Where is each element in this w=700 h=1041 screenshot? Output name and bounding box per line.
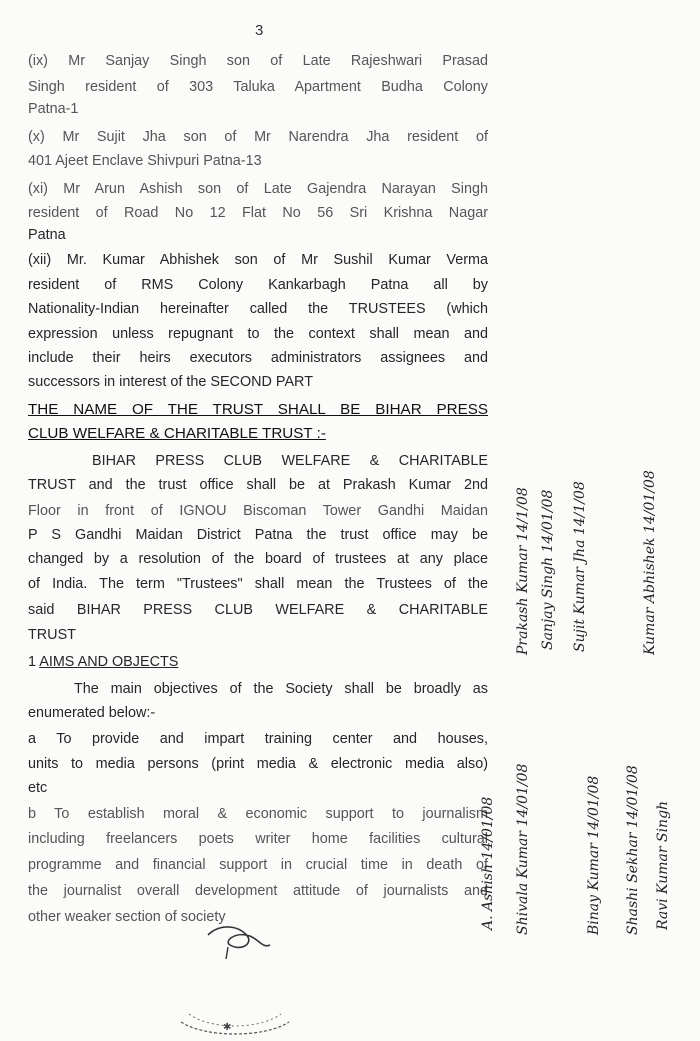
text-line: resident of RMS Colony Kankarbagh Patna all by: [28, 277, 488, 293]
page-number: 3: [255, 22, 264, 39]
signature: Shashi Sekhar 14/01/08: [625, 765, 641, 935]
signature: Shivala Kumar 14/01/08: [515, 763, 531, 935]
text-line: 401 Ajeet Enclave Shivpuri Patna-13: [28, 153, 262, 169]
text-line: The main objectives of the Society shall be broadly as: [74, 681, 488, 697]
seal-stamp-icon: [175, 1000, 295, 1040]
text-line: (ix) Mr Sanjay Singh son of Late Rajeshwari Prasad: [28, 53, 488, 69]
text-line: TRUST: [28, 627, 76, 643]
text-line: Patna: [28, 227, 66, 243]
text-line: Floor in front of IGNOU Biscoman Tower Gandhi Maidan: [28, 503, 488, 519]
text-line: THE NAME OF THE TRUST SHALL BE BIHAR PRESS: [28, 401, 488, 418]
initials-mark: [200, 915, 280, 965]
text-line: changed by a resolution of the board of trustees at any place: [28, 551, 488, 567]
text-line: expression unless repugnant to the context shall mean and: [28, 326, 488, 342]
text-line: b To establish moral & economic support to journalism: [28, 806, 488, 822]
signature: Sujit Kumar Jha 14/1/08: [572, 481, 588, 652]
text-line: CLUB WELFARE & CHARITABLE TRUST :-: [28, 425, 326, 442]
signature: A. Ashish 14/01/08: [480, 796, 496, 930]
text-line: BIHAR PRESS CLUB WELFARE & CHARITABLE: [92, 453, 488, 469]
text-line: a To provide and impart training center and houses,: [28, 731, 488, 747]
signature: Ravi Kumar Singh: [655, 800, 671, 930]
text-line: Patna-1: [28, 101, 79, 117]
text-line: said BIHAR PRESS CLUB WELFARE & CHARITABLE: [28, 602, 488, 618]
text-line: Singh resident of 303 Taluka Apartment Budha Colony: [28, 79, 488, 95]
text-line: P S Gandhi Maidan District Patna the trust office may be: [28, 527, 488, 543]
text-line: the journalist overall development attitude of journalists and: [28, 883, 488, 899]
text-line: enumerated below:-: [28, 705, 156, 721]
text-line: including freelancers poets writer home facilities cultural: [28, 831, 488, 847]
signature: Sanjay Singh 14/01/08: [540, 489, 556, 650]
text-line: (x) Mr Sujit Jha son of Mr Narendra Jha resident of: [28, 129, 488, 145]
text-line: Nationality-Indian hereinafter called the TRUSTEES (which: [28, 301, 488, 317]
text-line: include their heirs executors administrators assignees and: [28, 350, 488, 366]
text-line: units to media persons (print media & electronic media also): [28, 756, 488, 772]
text-line: (xi) Mr Arun Ashish son of Late Gajendra Narayan Singh: [28, 181, 488, 197]
svg-text:✱: ✱: [223, 1022, 232, 1033]
text-line: TRUST and the trust office shall be at Prakash Kumar 2nd: [28, 477, 488, 493]
text-line: programme and financial support in crucial time in death of: [28, 857, 488, 873]
text-line: of India. The term "Trustees" shall mean the Trustees of the: [28, 576, 488, 592]
text-line: other weaker section of society: [28, 909, 226, 925]
signature: Prakash Kumar 14/1/08: [515, 487, 531, 655]
text-line: 1 AIMS AND OBJECTS: [28, 654, 179, 670]
signature: Kumar Abhishek 14/01/08: [642, 470, 658, 655]
text-line: successors in interest of the SECOND PART: [28, 374, 313, 390]
signature: Binay Kumar 14/01/08: [586, 775, 602, 935]
text-line: (xii) Mr. Kumar Abhishek son of Mr Sushil Kumar Verma: [28, 252, 488, 268]
text-line: resident of Road No 12 Flat No 56 Sri Krishna Nagar: [28, 205, 488, 221]
text-line: etc: [28, 780, 48, 796]
